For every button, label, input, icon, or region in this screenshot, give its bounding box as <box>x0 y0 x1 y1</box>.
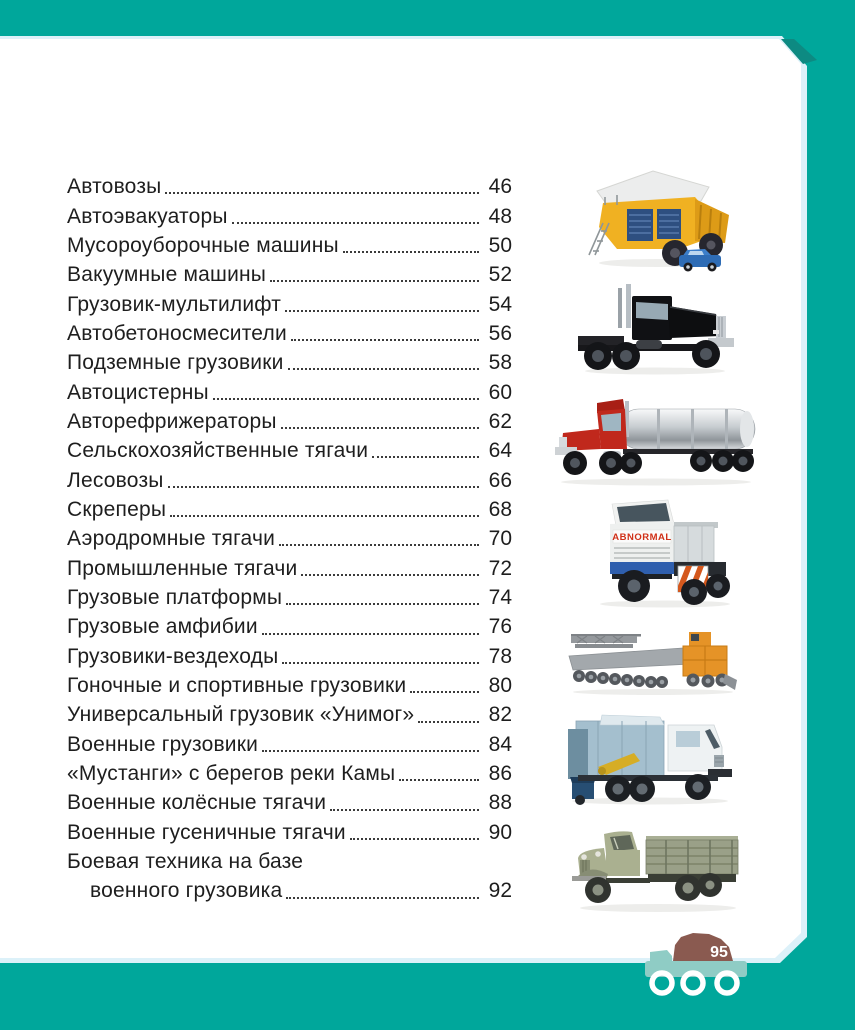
toc-entry-label: Грузовики-вездеходы <box>67 644 279 668</box>
page-number-badge <box>641 929 751 997</box>
toc-entry[interactable] <box>67 229 512 258</box>
toc-entry-label: «Мустанги» с берегов реки Камы <box>67 762 396 786</box>
toc-leader-dots <box>270 280 479 282</box>
toc-entry-label: Подземные грузовики <box>67 351 284 375</box>
toc-entry-page: 88 <box>488 791 512 815</box>
toc-leader-dots <box>410 691 479 693</box>
toc-entry-page: 62 <box>488 409 512 433</box>
toc-entry-page: 92 <box>488 879 512 903</box>
toc-leader-dots <box>232 222 479 224</box>
illustration-red-tanker-truck <box>551 393 761 488</box>
toc-entry-page: 54 <box>488 292 512 316</box>
toc-entry-line <box>67 728 512 757</box>
toc-leader-dots <box>168 486 479 488</box>
toc-entry-line <box>67 346 512 375</box>
toc-leader-dots <box>170 515 479 517</box>
toc-entry-line <box>67 816 512 845</box>
toc-entry-page: 66 <box>488 468 512 492</box>
toc-leader-dots <box>285 310 479 312</box>
toc-entry[interactable] <box>67 170 512 199</box>
toc-entry-label: Автовозы <box>67 175 162 199</box>
illustration-garbage-truck <box>564 705 736 807</box>
toc-entry-page: 76 <box>488 615 512 639</box>
toc-entry-page: 56 <box>488 321 512 345</box>
toc-entry-label: Грузовые амфибии <box>67 615 258 639</box>
toc-entry[interactable] <box>67 522 512 551</box>
toc-entry-page: 48 <box>488 204 512 228</box>
toc-entry[interactable] <box>67 493 512 522</box>
toc-entry[interactable] <box>67 640 512 669</box>
toc-entry-line <box>67 786 512 815</box>
toc-entry-line <box>67 551 512 580</box>
toc-entry[interactable] <box>67 375 512 404</box>
toc-entry-page: 50 <box>488 233 512 257</box>
toc-entry-page: 68 <box>488 497 512 521</box>
toc-entry-page: 64 <box>488 439 512 463</box>
illustration-heavy-haulage-tractor <box>590 490 738 610</box>
toc-entry-label: Автобетоносмесители <box>67 321 287 345</box>
toc-entry[interactable] <box>67 434 512 463</box>
toc-entry[interactable] <box>67 816 512 845</box>
toc-entry[interactable] <box>67 346 512 375</box>
toc-leader-dots <box>288 368 479 370</box>
mining-dump-truck-image <box>583 161 735 273</box>
toc-entry-label: Сельскохозяйственные тягачи <box>67 439 369 463</box>
toc-leader-dots <box>330 809 479 811</box>
toc-leader-dots <box>262 633 479 635</box>
toc-leader-dots <box>399 779 479 781</box>
toc-entry-line <box>67 757 512 786</box>
toc-entry-label: Автоцистерны <box>67 380 209 404</box>
toc-entry-page: 70 <box>488 527 512 551</box>
toc-leader-dots <box>343 251 479 253</box>
toc-entry-page: 58 <box>488 351 512 375</box>
heavy-haulage-tractor-image <box>590 490 738 610</box>
toc-entry-line <box>67 610 512 639</box>
toc-leader-dots <box>291 339 479 341</box>
toc-entry-line <box>67 287 512 316</box>
toc-leader-dots <box>165 192 479 194</box>
toc-leader-dots <box>279 544 479 546</box>
toc-leader-dots <box>418 721 479 723</box>
toc-entry-line <box>67 640 512 669</box>
illustration-giant-mining-dump-truck <box>583 161 735 273</box>
toc-entry[interactable] <box>67 698 512 727</box>
toc-entry-label: Боевая техника на базе <box>67 850 304 874</box>
toc-entry-label: Военные колёсные тягачи <box>67 791 327 815</box>
toc-leader-dots <box>213 398 479 400</box>
illustration-black-semi-tractor <box>570 280 740 376</box>
toc-leader-dots <box>350 838 479 840</box>
toc-entry-line <box>67 434 512 463</box>
toc-entry-page: 60 <box>488 380 512 404</box>
toc-entry-label: Автоэвакуаторы <box>67 204 228 228</box>
toc-leader-dots <box>286 897 479 899</box>
toc-entry-label: Авторефрижераторы <box>67 409 277 433</box>
abnormal-sign-label: ABNORMAL <box>612 532 672 543</box>
garbage-truck-image <box>564 705 736 807</box>
toc-entry-line <box>67 229 512 258</box>
toc-entry-label: Промышленные тягачи <box>67 556 298 580</box>
gaz-51-truck-image <box>570 818 746 914</box>
toc-entry[interactable] <box>67 199 512 228</box>
toc-entry-page: 82 <box>488 703 512 727</box>
toc-entry-line <box>67 698 512 727</box>
toc-entry-label: Военные гусеничные тягачи <box>67 820 346 844</box>
toc-leader-dots <box>286 603 479 605</box>
toc-entry-page: 78 <box>488 644 512 668</box>
toc-entry-line <box>67 463 512 492</box>
toc-entry[interactable] <box>67 551 512 580</box>
toc-entry-line <box>67 669 512 698</box>
toc-list <box>67 170 512 904</box>
toc-entry-label: военного грузовика <box>90 879 283 903</box>
toc-entry[interactable] <box>67 258 512 287</box>
toc-entry[interactable] <box>67 669 512 698</box>
toc-entry[interactable] <box>67 317 512 346</box>
toc-entry-label: Грузовые платформы <box>67 586 283 610</box>
toc-entry-page: 86 <box>488 762 512 786</box>
truck-page-badge-icon <box>641 929 751 997</box>
toc-entry-line <box>67 405 512 434</box>
toc-entry-line <box>67 845 512 874</box>
semi-tractor-image <box>570 280 740 376</box>
toc-entry-label: Универсальный грузовик «Унимог» <box>67 703 415 727</box>
illustration-modular-transporter <box>565 620 740 700</box>
toc-leader-dots <box>301 574 479 576</box>
toc-entry-page: 74 <box>488 586 512 610</box>
toc-entry[interactable] <box>67 610 512 639</box>
toc-entry-line <box>67 581 512 610</box>
toc-entry-page: 80 <box>488 674 512 698</box>
toc-entry-label: Вакуумные машины <box>67 263 267 287</box>
toc-entry[interactable] <box>67 786 512 815</box>
toc-entry-page: 72 <box>488 556 512 580</box>
toc-entry-page: 84 <box>488 732 512 756</box>
toc-leader-dots <box>262 750 479 752</box>
toc-entry-line <box>67 493 512 522</box>
toc-entry-page: 52 <box>488 263 512 287</box>
toc-entry-line <box>67 317 512 346</box>
toc-entry-line <box>67 258 512 287</box>
toc-entry[interactable] <box>67 728 512 757</box>
toc-entry-label: Скреперы <box>67 497 167 521</box>
toc-entry[interactable] <box>67 287 512 316</box>
toc-entry-line <box>67 874 512 903</box>
toc-entry-line <box>67 522 512 551</box>
toc-entry-label: Военные грузовики <box>67 732 259 756</box>
toc-entry-line <box>67 170 512 199</box>
toc-entry-line <box>67 199 512 228</box>
toc-entry[interactable] <box>67 405 512 434</box>
toc-entry-label: Гоночные и спортивные грузовики <box>67 674 407 698</box>
toc-entry-label: Лесовозы <box>67 468 164 492</box>
toc-entry-page: 46 <box>488 175 512 199</box>
modular-transporter-image <box>565 620 740 700</box>
toc-entry[interactable] <box>67 581 512 610</box>
illustration-gaz-51-flatbed-truck <box>570 818 746 914</box>
toc-entry-line <box>67 375 512 404</box>
toc-entry-label: Мусороуборочные машины <box>67 233 339 257</box>
toc-entry-label: Грузовик-мультилифт <box>67 292 282 316</box>
toc-leader-dots <box>282 662 479 664</box>
page-number: 95 <box>710 944 728 961</box>
toc-entry-page: 90 <box>488 820 512 844</box>
toc-leader-dots <box>281 427 479 429</box>
toc-entry-label: Аэродромные тягачи <box>67 527 276 551</box>
toc-entry[interactable] <box>67 845 512 904</box>
toc-entry[interactable] <box>67 463 512 492</box>
tanker-truck-image <box>551 393 761 488</box>
toc-entry[interactable] <box>67 757 512 786</box>
toc-leader-dots <box>372 456 479 458</box>
